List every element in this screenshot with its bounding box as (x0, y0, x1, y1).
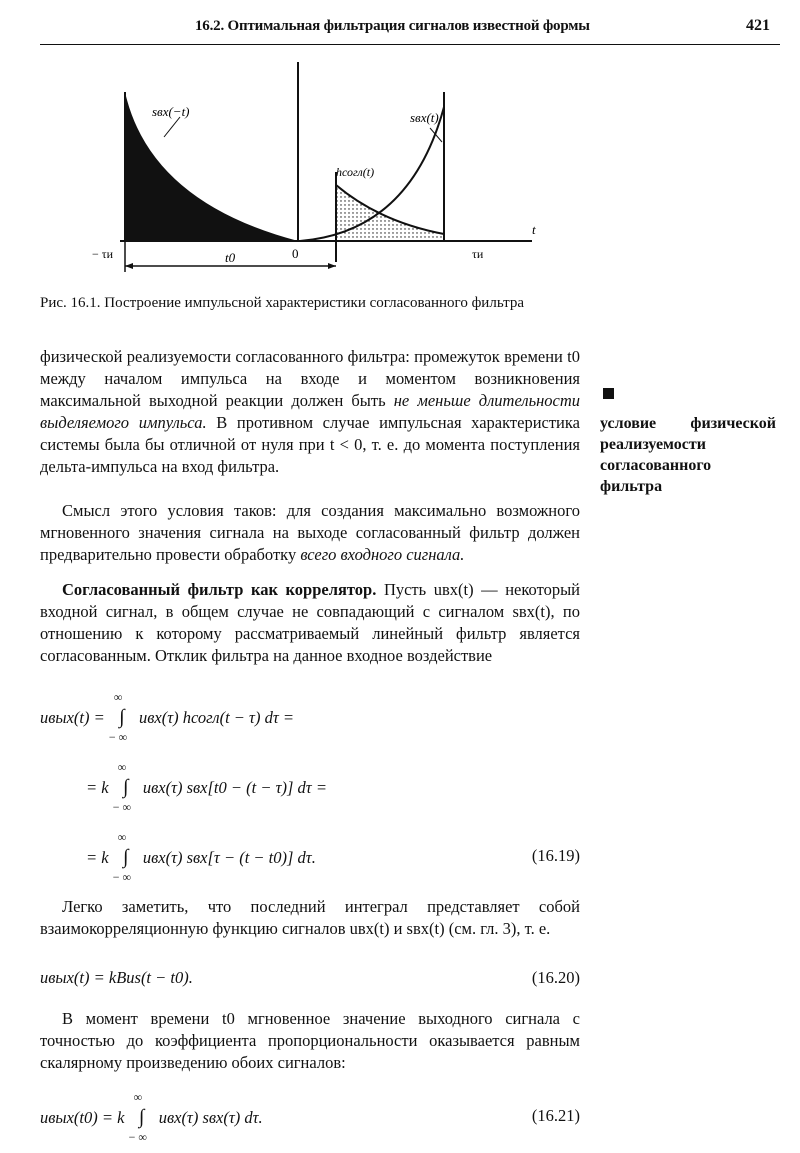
paragraph-5: В момент времени t0 мгновенное значение выходного сигнала с точностью до коэффициента пропорциональности оказывается равным скалярному произведению обоих сигналов: (40, 1009, 580, 1072)
equation-2: = k ∞ ∫ − ∞ uвх(τ) sвх[t0 − (t − τ)] dτ = (86, 760, 327, 814)
h-corr-region (336, 185, 444, 241)
label-t0: t0 (225, 250, 236, 265)
running-header: 16.2. Оптимальная фильтрация сигналов известной формы (195, 18, 590, 34)
paragraph-1: физической реализуемости согласованного фильтра: промежуток времени t0 между началом импульса на входе и моментом возникновения максимальной выходной реакции должен быть не меньше длительности выделяемого импульса. В противном случае импульсная характеристика системы была бы отличной от нуля при t < 0, т. е. до момента поступления дельта-импульса на вход фильтра. (40, 347, 580, 476)
page-number: 421 (746, 17, 770, 34)
integral-sign: ∞ ∫ − ∞ (112, 830, 132, 884)
label-s-neg: sвх(−t) (152, 104, 190, 119)
paragraph-4: Легко заметить, что последний интеграл представляет собой взаимокорреляционную функцию сигналов uвх(t) и sвх(t) (см. гл. 3), т. е. (40, 897, 580, 938)
header-rule (40, 44, 780, 45)
label-s-pos: sвх(t) (410, 110, 439, 125)
paragraph-2: Смысл этого условия таков: для создания максимально возможного мгновенного значения сигнала на выходе согласованный фильтр должен предварительно провести обработку всего входного сигнала. (40, 501, 580, 564)
label-h-corr: hсогл(t) (336, 165, 375, 179)
label-zero: 0 (292, 246, 299, 261)
figure-caption: Рис. 16.1. Построение импульсной характеристики согласованного фильтра (40, 295, 524, 311)
equation-1: uвых(t) = ∞ ∫ − ∞ uвх(τ) hсогл(t − τ) dτ = (40, 690, 294, 744)
curve-s-neg-filled (125, 92, 298, 241)
integral-sign: ∞ ∫ − ∞ (112, 760, 132, 814)
label-tau: τи (472, 247, 484, 261)
figure-16-1 (80, 52, 560, 292)
margin-marker (603, 388, 614, 399)
integral-sign: ∞ ∫ − ∞ (108, 690, 128, 744)
paragraph-3: Согласованный фильтр как коррелятор. Пусть uвх(t) — некоторый входной сигнал, в общем случае не совпадающий с сигналом sвх(t), по отношению к которому рассматриваемый линейный фильтр является согласованным. Отклик фильтра на данное входное воздействие (40, 580, 580, 665)
equation-3: = k ∞ ∫ − ∞ uвх(τ) sвх[τ − (t − t0)] dτ. (16.19) (86, 830, 580, 884)
equation-4: uвых(t) = kBus(t − t0). (16.20) (40, 968, 580, 987)
integral-sign: ∞ ∫ − ∞ (128, 1090, 147, 1144)
equation-number-16-21: (16.21) (531, 1106, 580, 1125)
equation-number-16-19: (16.19) (531, 846, 580, 865)
equation-number-16-20: (16.20) (531, 968, 580, 987)
margin-note: условие физической реализуемости согласованного фильтра (600, 415, 776, 495)
label-t-axis: t (532, 222, 536, 237)
label-minus-tau: − τи (92, 247, 114, 261)
equation-5: uвых(t0) = k ∞ ∫ − ∞ uвх(τ) sвх(τ) dτ. (16.21) (40, 1090, 580, 1144)
